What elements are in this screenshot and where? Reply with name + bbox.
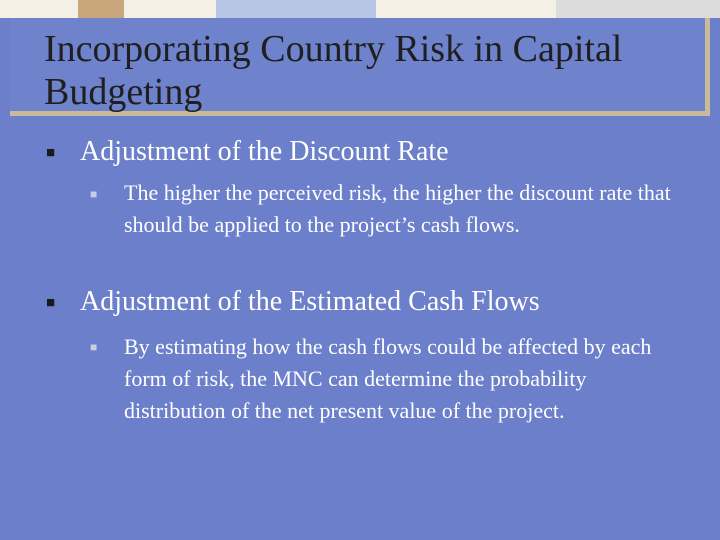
bullet-marker-icon	[46, 296, 60, 310]
strip-segment	[376, 0, 556, 18]
bullet-marker-icon	[46, 146, 60, 160]
slide-title: Incorporating Country Risk in Capital Budgeting	[44, 28, 623, 113]
strip-segment	[124, 0, 216, 18]
strip-segment	[216, 0, 376, 18]
sub-bullet-discount-rate: The higher the perceived risk, the higher the discount rate that should be applied to the project’s cash flows.	[124, 180, 671, 237]
sub-bullet-marker-icon	[90, 341, 102, 353]
sub-bullet-marker-icon	[90, 188, 102, 200]
strip-segment	[0, 0, 78, 18]
strip-segment	[78, 0, 124, 18]
bullet-cash-flows: Adjustment of the Estimated Cash Flows	[80, 286, 540, 317]
sub-bullet-cash-flows: By estimating how the cash flows could be affected by each form of risk, the MNC can determine the probability distribution of the net present value of the project.	[124, 334, 652, 423]
top-decorative-strip	[0, 0, 720, 18]
strip-segment	[556, 0, 720, 18]
bullet-discount-rate: Adjustment of the Discount Rate	[80, 136, 449, 167]
